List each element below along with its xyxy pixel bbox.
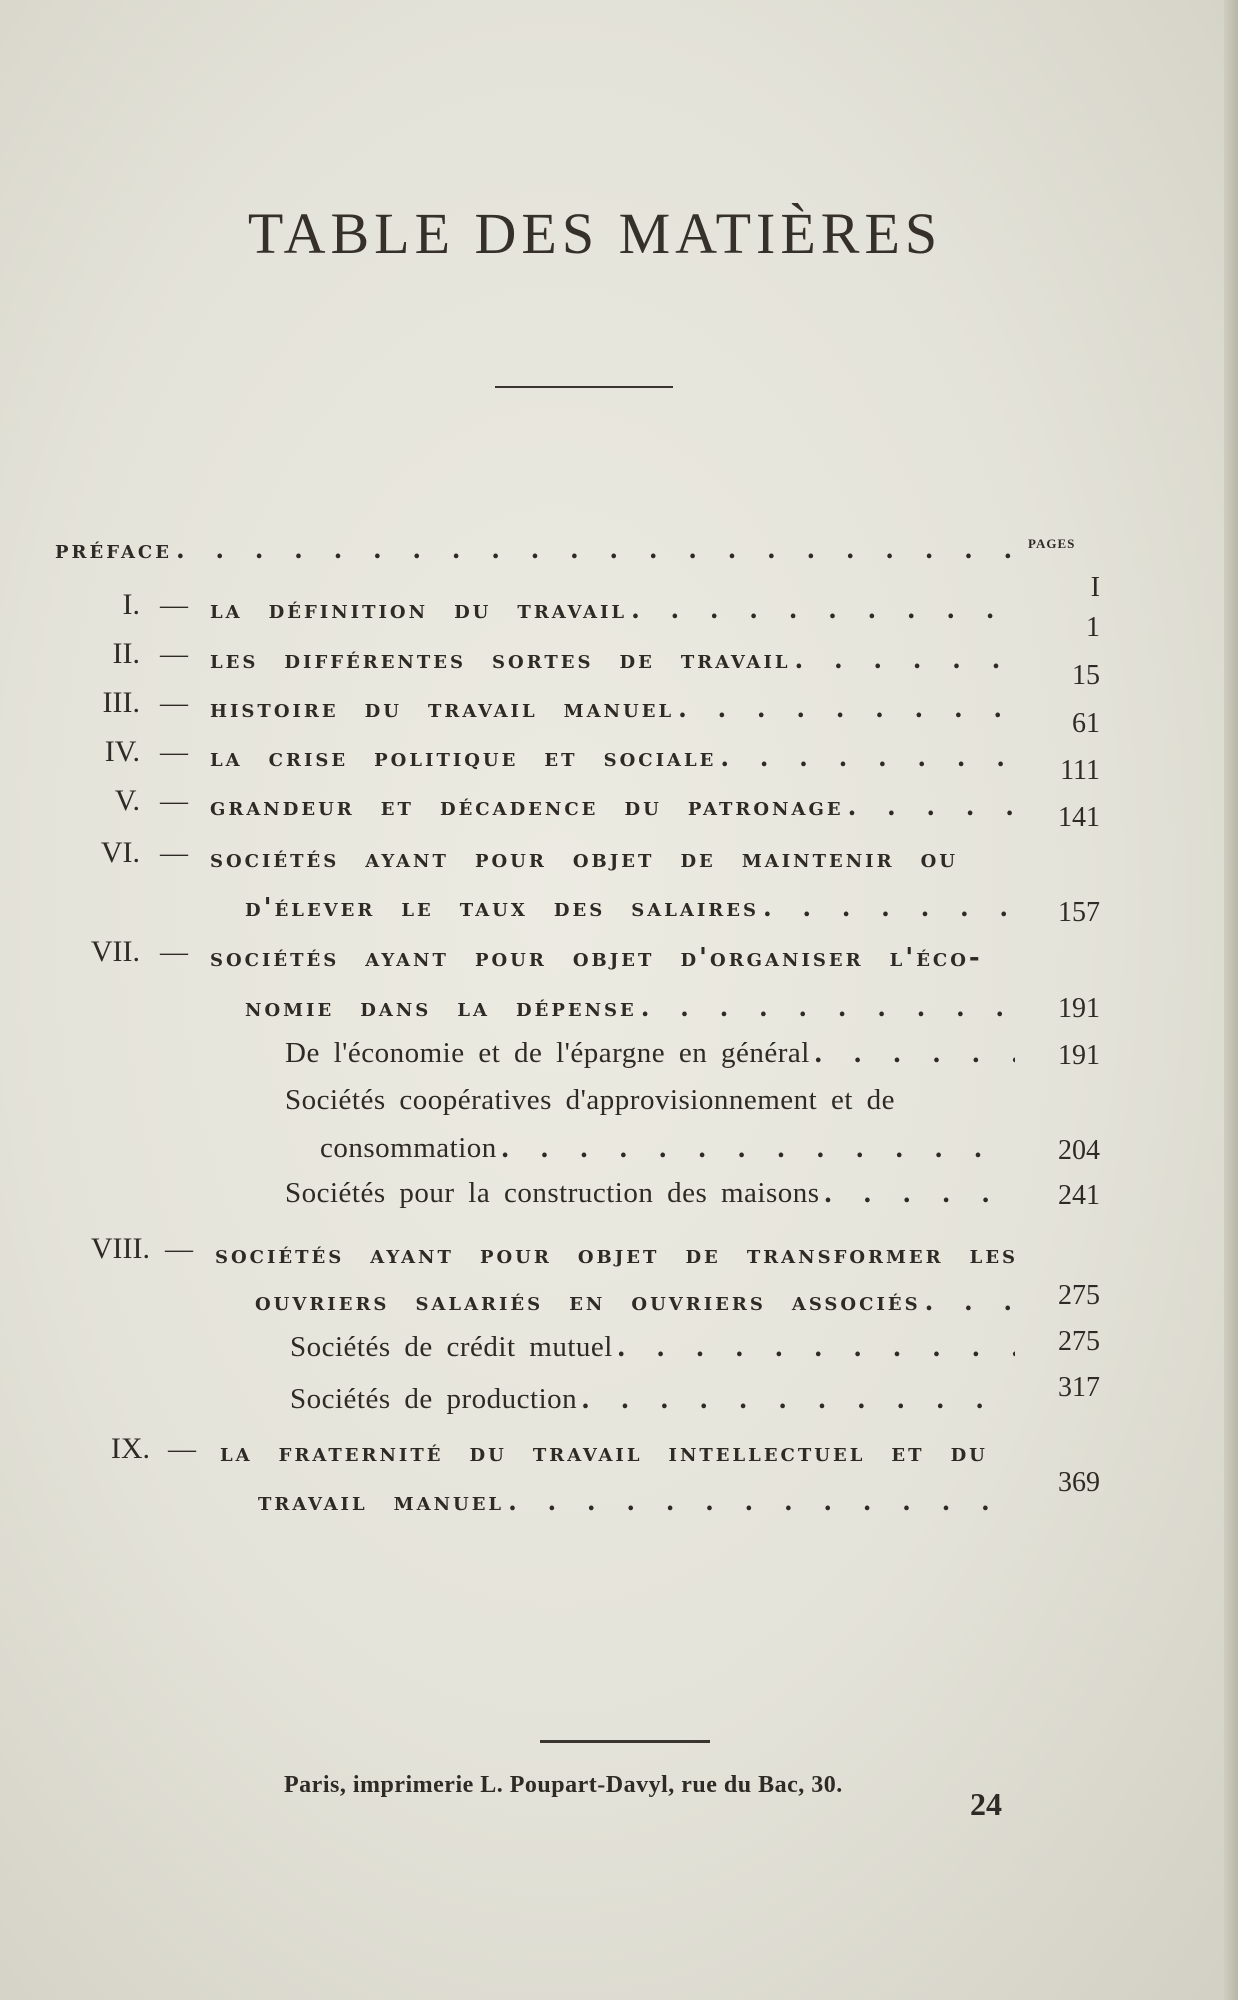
toc-entry-continuation xyxy=(245,993,1015,1037)
chapter-dash: — xyxy=(168,1434,196,1465)
chapter-numeral: I. xyxy=(122,588,140,621)
toc-page-number: 241 xyxy=(1058,1180,1100,1211)
toc-subentry-continuation xyxy=(320,1132,1015,1176)
toc-entry-chapter-4 xyxy=(210,743,1015,787)
toc-subentry xyxy=(290,1331,1015,1375)
chapter-dash: — xyxy=(160,786,188,817)
dot-leader xyxy=(848,792,1015,821)
page-title: TABLE DES MATIÈRES xyxy=(247,201,943,266)
dot-leader xyxy=(925,1287,1015,1316)
dot-leader xyxy=(631,595,1015,624)
toc-entry-text: la fraternité du travail intellectuel et du xyxy=(220,1438,988,1468)
toc-page-number: 61 xyxy=(1072,708,1100,739)
toc-entry-preface xyxy=(55,535,1015,579)
toc-page-number: 157 xyxy=(1058,897,1100,928)
chapter-dash: — xyxy=(160,639,188,670)
toc-entry-chapter-5 xyxy=(210,792,1015,836)
printer-imprint: Paris, imprimerie L. Poupart-Davyl, rue du Bac, 30. xyxy=(284,1772,843,1798)
chapter-dash: — xyxy=(160,937,188,968)
toc-entry-chapter-2 xyxy=(210,645,1015,689)
toc-page-number: I xyxy=(1090,572,1100,603)
toc-page-number: 111 xyxy=(1060,755,1100,786)
dot-leader xyxy=(508,1487,1015,1516)
toc-subentry-text: Sociétés coopératives d'approvisionnement et de xyxy=(285,1084,895,1116)
dot-leader xyxy=(641,993,1015,1022)
toc-subentry-text: Sociétés de crédit mutuel xyxy=(290,1331,613,1363)
toc-page-number: 15 xyxy=(1072,660,1100,691)
chapter-dash: — xyxy=(160,838,188,869)
dot-leader xyxy=(617,1333,1015,1362)
chapter-dash: — xyxy=(160,737,188,768)
toc-page-number: 275 xyxy=(1058,1280,1100,1311)
toc-entry-text: ouvriers salariés en ouvriers associés xyxy=(255,1287,921,1317)
dot-leader xyxy=(176,535,1015,564)
toc-entry-text: d'élever le taux des salaires xyxy=(245,893,759,923)
toc-entry-chapter-7 xyxy=(210,943,1040,987)
dot-leader xyxy=(720,743,1015,772)
toc-entry-chapter-1 xyxy=(210,595,1015,639)
toc-entry-text: préface xyxy=(55,535,172,565)
toc-entry-text: sociétés ayant pour objet de transformer les xyxy=(215,1240,1019,1270)
chapter-numeral: III. xyxy=(102,686,140,719)
dot-leader xyxy=(795,645,1015,674)
dot-leader xyxy=(501,1134,1015,1163)
toc-entry-text: grandeur et décadence du patronage xyxy=(210,792,844,822)
toc-entry-text: sociétés ayant pour objet de maintenir ou xyxy=(210,844,958,874)
chapter-numeral: IV. xyxy=(104,735,140,768)
toc-entry-text: la définition du travail xyxy=(210,595,628,625)
footer-divider xyxy=(540,1740,710,1743)
dot-leader xyxy=(763,893,1015,922)
toc-entry-chapter-3 xyxy=(210,694,1015,738)
toc-page-number: 191 xyxy=(1058,993,1100,1024)
chapter-numeral: VIII. xyxy=(90,1232,150,1265)
chapter-numeral: V. xyxy=(114,784,140,817)
dot-leader xyxy=(814,1039,1015,1068)
title-divider xyxy=(495,386,673,388)
chapter-dash: — xyxy=(160,590,188,621)
chapter-numeral: VII. xyxy=(90,935,140,968)
chapter-numeral: IX. xyxy=(110,1432,150,1465)
toc-entry-text: travail manuel xyxy=(258,1487,505,1517)
toc-entry-text: histoire du travail manuel xyxy=(210,694,675,724)
toc-entry-text: sociétés ayant pour objet d'organiser l'éco- xyxy=(210,943,983,973)
toc-page-number: 275 xyxy=(1058,1326,1100,1357)
toc-page-number: 191 xyxy=(1058,1040,1100,1071)
toc-entry-text: la crise politique et sociale xyxy=(210,743,717,773)
toc-subentry-text: Sociétés pour la construction des maisons xyxy=(285,1177,820,1209)
dot-leader xyxy=(678,694,1015,723)
toc-subentry xyxy=(285,1037,1015,1081)
toc-entry-continuation xyxy=(245,893,1015,937)
toc-entry-chapter-6 xyxy=(210,844,1030,888)
toc-entry-text: les différentes sortes de travail xyxy=(210,645,791,675)
toc-subentry-text: De l'économie et de l'épargne en général xyxy=(285,1037,810,1069)
chapter-numeral: II. xyxy=(112,637,140,670)
signature-mark: 24 xyxy=(970,1786,1002,1822)
pages-column-label: PAGES xyxy=(1028,536,1076,551)
dot-leader xyxy=(824,1179,1015,1208)
toc-entry-chapter-9 xyxy=(220,1438,1040,1482)
chapter-dash: — xyxy=(165,1234,193,1265)
toc-subentry-text: Sociétés de production xyxy=(290,1383,578,1415)
toc-entry-continuation xyxy=(258,1487,1015,1531)
toc-page-number: 204 xyxy=(1058,1135,1100,1166)
toc-page-number: 141 xyxy=(1058,802,1100,833)
toc-page-number: 317 xyxy=(1058,1372,1100,1403)
chapter-dash: — xyxy=(160,688,188,719)
page-edge xyxy=(1224,0,1238,2000)
toc-entry-continuation xyxy=(255,1287,1015,1331)
toc-entry-chapter-8 xyxy=(215,1240,1035,1284)
toc-page-number: 1 xyxy=(1086,612,1100,643)
toc-subentry xyxy=(285,1177,1015,1221)
dot-leader xyxy=(581,1385,1015,1414)
chapter-numeral: VI. xyxy=(100,836,140,869)
toc-subentry-text: consommation xyxy=(320,1132,497,1164)
toc-subentry xyxy=(285,1084,1045,1128)
toc-page-number: 369 xyxy=(1058,1467,1100,1498)
toc-entry-text: nomie dans la dépense xyxy=(245,993,637,1023)
toc-subentry xyxy=(290,1383,1015,1427)
